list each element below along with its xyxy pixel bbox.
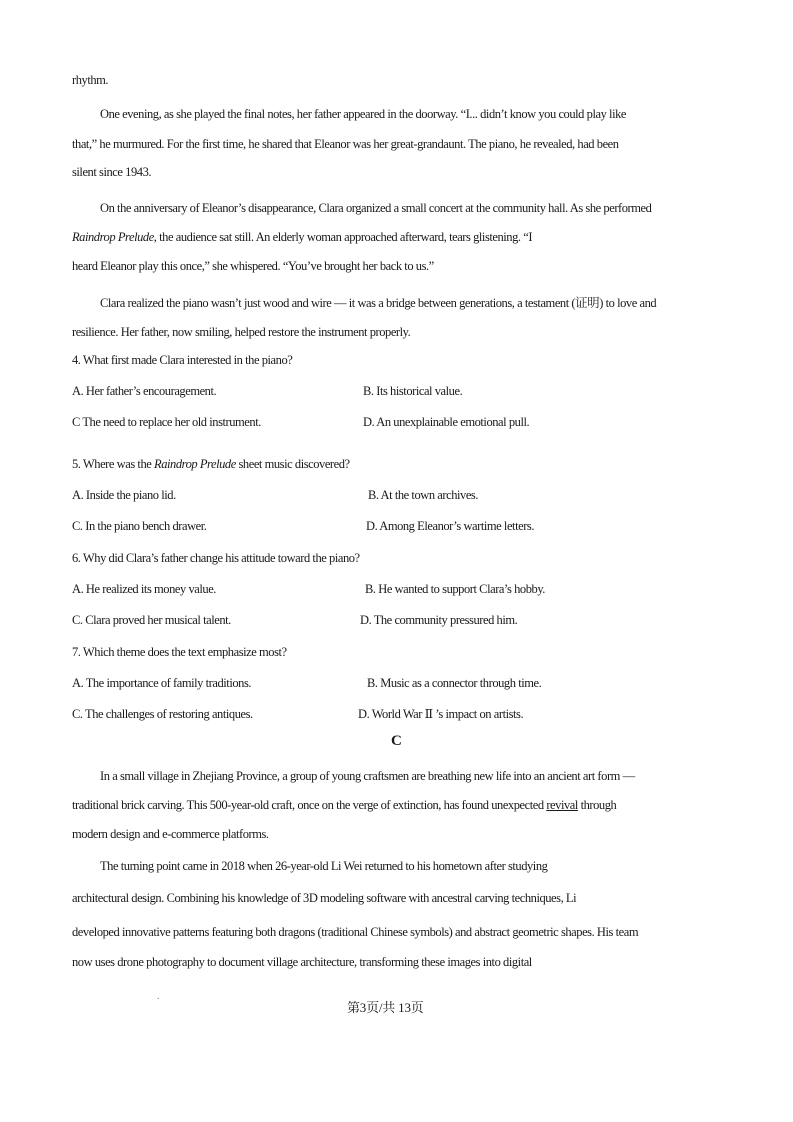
passage-text-line: that,” he murmured. For the first time, he shared that Eleanor was her great-grandaunt. The piano, he revealed, had been [72, 137, 619, 151]
page-number: 第3页/共 13页 [347, 1000, 424, 1015]
passage-text-line: One evening, as she played the final notes, her father appeared in the doorway. “I... didn’t know you could play like [100, 107, 626, 121]
italic-title: Raindrop Prelude [72, 230, 154, 244]
section-heading: C [391, 733, 402, 749]
passage-text-line [72, 229, 532, 245]
option-c: C The need to replace her old instrument. [72, 415, 261, 429]
passage-text-fragment: through [577, 798, 617, 812]
passage-text-line: architectural design. Combining his knowledge of 3D modeling software with ancestral carving techniques, Li [72, 891, 577, 905]
question-stem: 4. What first made Clara interested in the piano? [72, 353, 293, 367]
italic-title: Raindrop Prelude [154, 457, 236, 471]
stray-mark: . [157, 991, 159, 1001]
option-a: A. Inside the piano lid. [72, 488, 176, 502]
question-stem [72, 456, 350, 472]
passage-text-line: The turning point came in 2018 when 26-year-old Li Wei returned to his hometown after studying [100, 859, 548, 873]
underlined-word: revival [546, 798, 578, 812]
passage-text-line: now uses drone photography to document village architecture, transforming these images into digital [72, 955, 532, 969]
passage-text-line: In a small village in Zhejiang Province, a group of young craftsmen are breathing new life into an ancient art form — [100, 769, 635, 783]
option-a: A. He realized its money value. [72, 582, 216, 596]
passage-text-line: silent since 1943. [72, 165, 152, 179]
question-stem: 7. Which theme does the text emphasize most? [72, 645, 287, 659]
passage-text-line: heard Eleanor play this once,” she whispered. “You’ve brought her back to us.” [72, 259, 434, 273]
option-d: D. An unexplainable emotional pull. [363, 415, 530, 429]
question-stem: 6. Why did Clara’s father change his attitude toward the piano? [72, 551, 360, 565]
option-a: A. The importance of family traditions. [72, 676, 252, 690]
option-c: C. Clara proved her musical talent. [72, 613, 231, 627]
passage-text-line [72, 797, 616, 813]
option-c: C. In the piano bench drawer. [72, 519, 207, 533]
option-c: C. The challenges of restoring antiques. [72, 707, 253, 721]
option-d: D. The community pressured him. [360, 613, 518, 627]
question-stem-fragment: sheet music discovered? [235, 457, 350, 471]
question-stem-fragment: 5. Where was the [72, 457, 155, 471]
passage-text-line: resilience. Her father, now smiling, helped restore the instrument properly. [72, 325, 411, 339]
passage-text-line: On the anniversary of Eleanor’s disappearance, Clara organized a small concert at the community hall. As she performed [100, 201, 652, 215]
passage-text-line: rhythm. [72, 73, 109, 87]
passage-text-fragment: , the audience sat still. An elderly woman approached afterward, tears glistening. “I [153, 230, 533, 244]
option-b: B. Music as a connector through time. [367, 676, 542, 690]
option-d: D. World War Ⅱ ’s impact on artists. [358, 707, 524, 721]
option-b: B. Its historical value. [363, 384, 463, 398]
passage-text-line: Clara realized the piano wasn’t just wood and wire — it was a bridge between generations, a testament (证明) to love and [100, 296, 657, 310]
option-a: A. Her father’s encouragement. [72, 384, 217, 398]
passage-text-line: developed innovative patterns featuring both dragons (traditional Chinese symbols) and abstract geometric shapes. His team [72, 925, 639, 939]
option-b: B. He wanted to support Clara’s hobby. [365, 582, 545, 596]
option-b: B. At the town archives. [368, 488, 479, 502]
option-d: D. Among Eleanor’s wartime letters. [366, 519, 535, 533]
passage-text-line: modern design and e-commerce platforms. [72, 827, 269, 841]
passage-text-fragment: traditional brick carving. This 500-year-old craft, once on the verge of extinction, has found unexpected [72, 798, 547, 812]
